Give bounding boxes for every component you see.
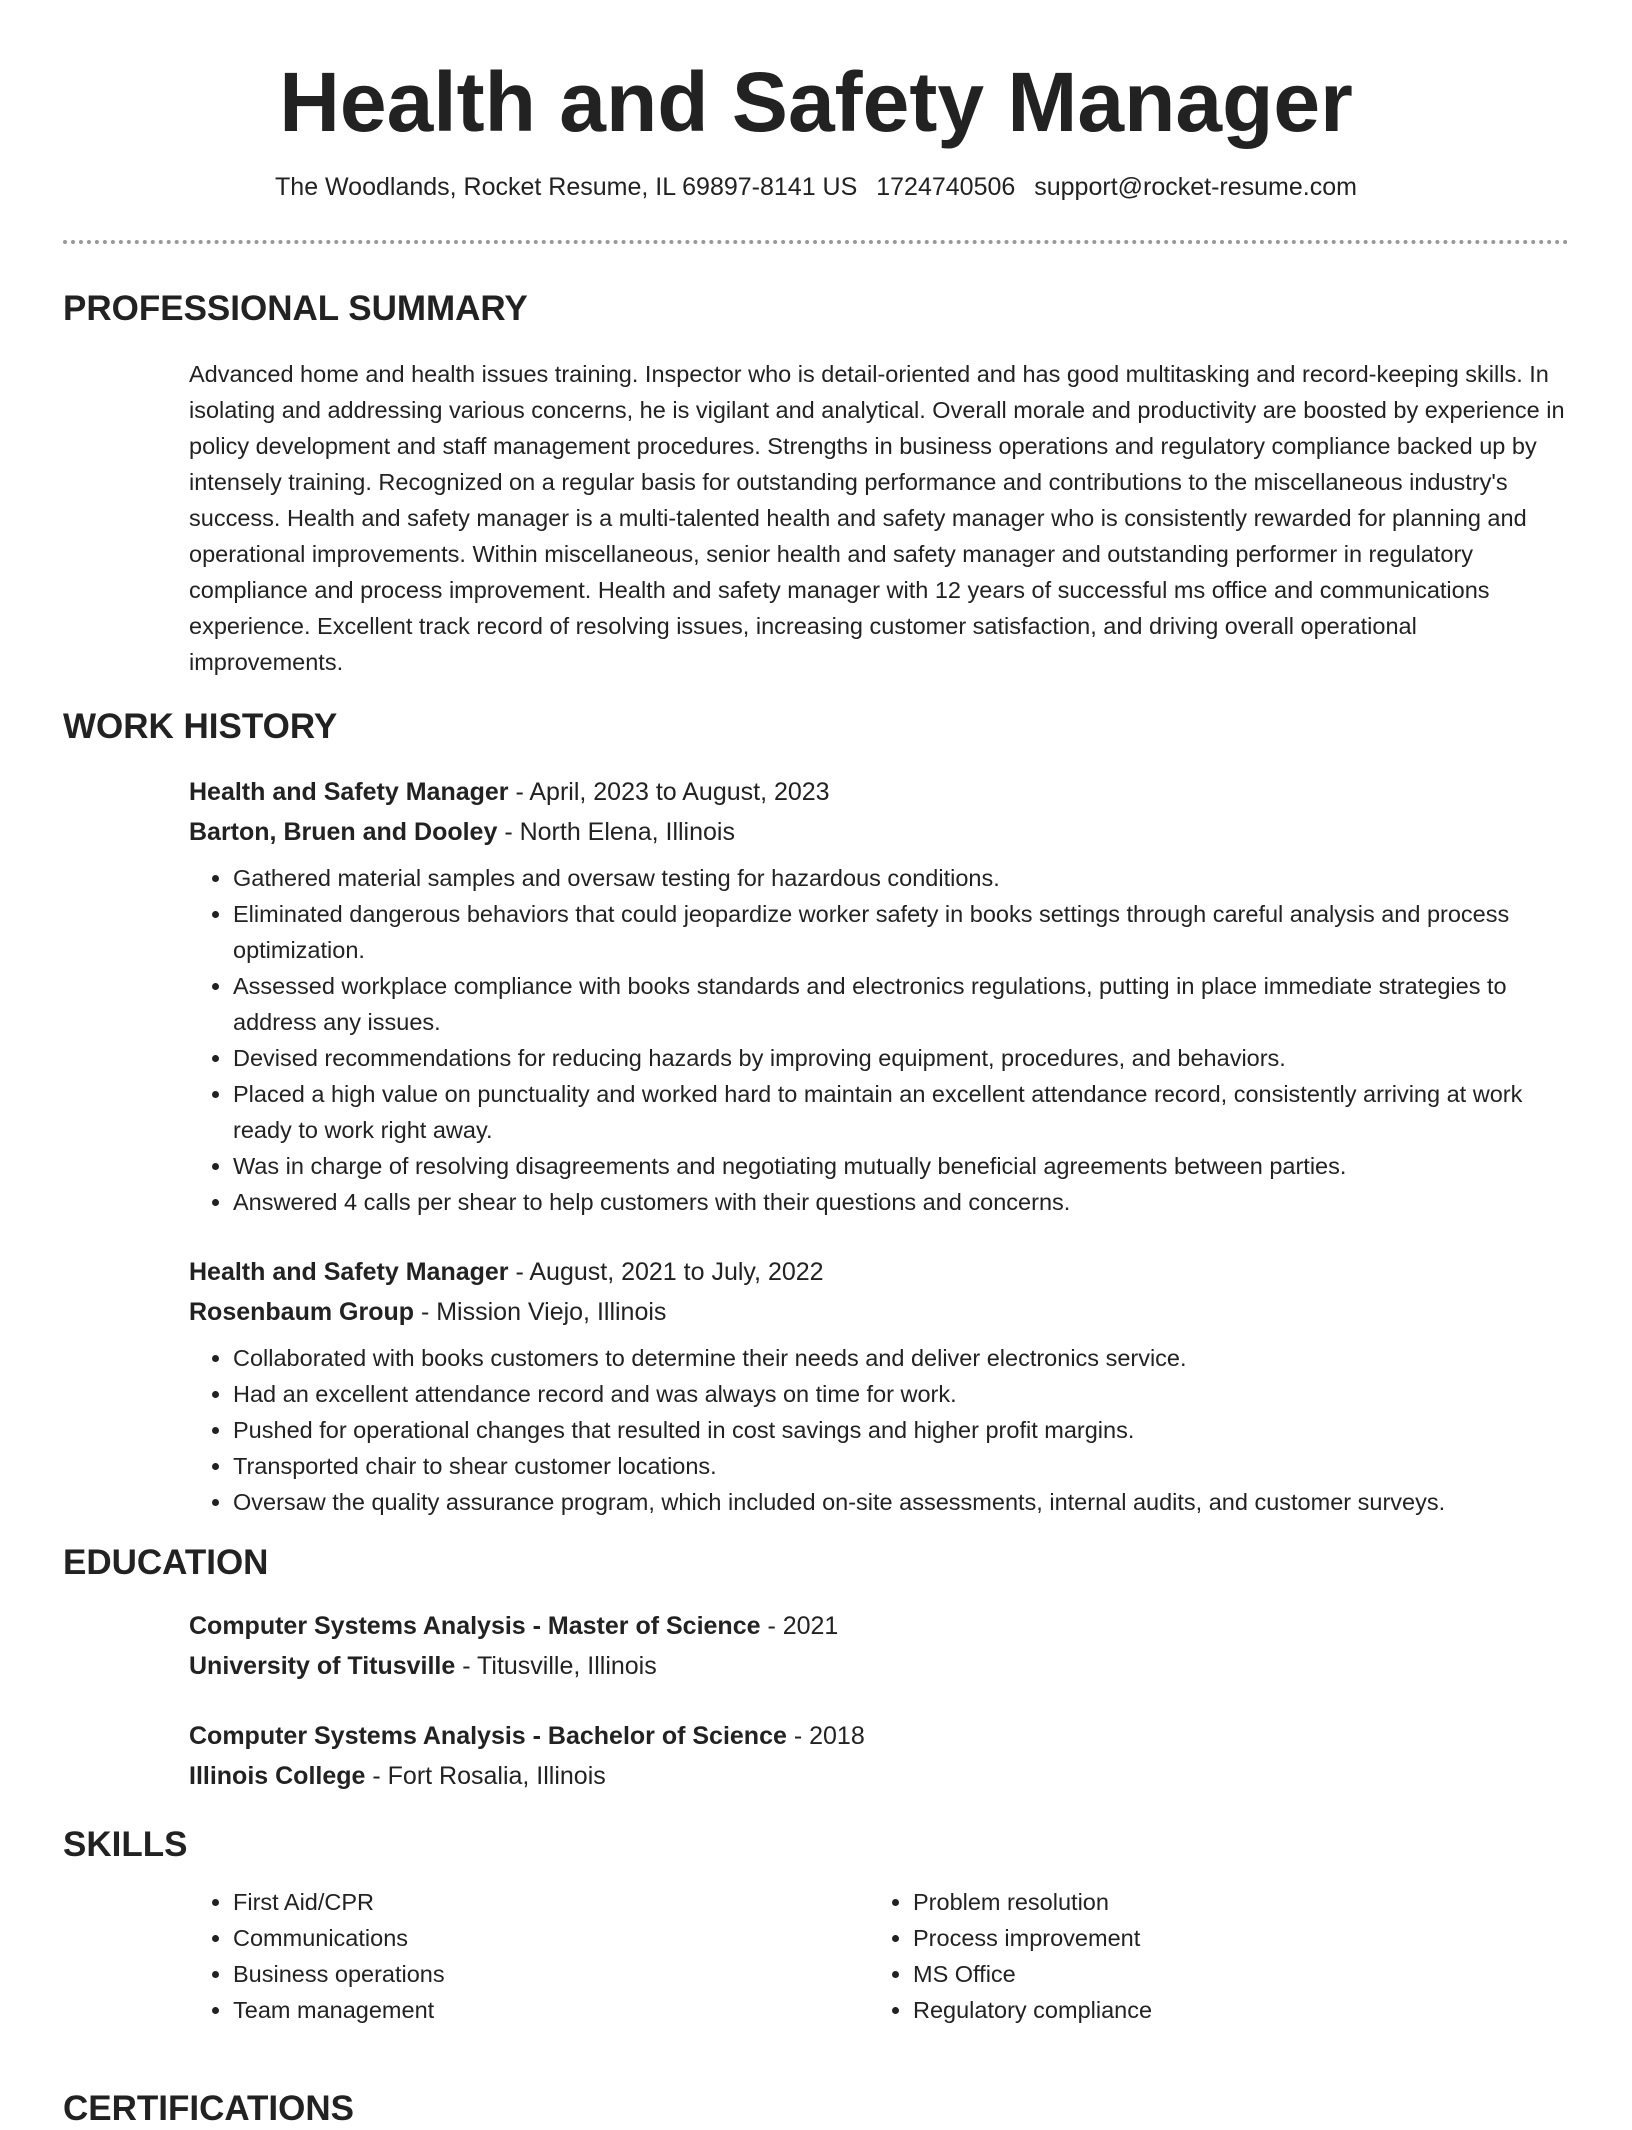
job-entry xyxy=(189,772,1569,1220)
job-company-line xyxy=(189,1292,1569,1332)
job-location: - Mission Viejo, Illinois xyxy=(414,1297,667,1326)
header-divider xyxy=(63,240,1569,244)
skills-heading: SKILLS xyxy=(63,1824,188,1864)
school-line xyxy=(189,1756,1569,1796)
list-item: • Collaborated with books customers to determine their needs and deliver electronics service. xyxy=(233,1340,1569,1376)
list-item: • Pushed for operational changes that resulted in cost savings and higher profit margins. xyxy=(233,1412,1569,1448)
list-item: • Had an excellent attendance record and was always on time for work. xyxy=(233,1376,1569,1412)
list-item: • Assessed workplace compliance with books standards and electronics regulations, putting in place immediate strategies to address any issues. xyxy=(233,968,1569,1040)
job-company: Rosenbaum Group xyxy=(189,1297,415,1326)
list-item: • Transported chair to shear customer locations. xyxy=(233,1448,1569,1484)
skill-item: • First Aid/CPR xyxy=(233,1884,869,1920)
degree-line xyxy=(189,1606,1569,1646)
contact-line xyxy=(0,173,1632,202)
skills-column-right xyxy=(869,1884,1549,2028)
job-role: Health and Safety Manager xyxy=(189,1257,509,1286)
job-entry xyxy=(189,1252,1569,1520)
job-title-line xyxy=(189,1252,1569,1292)
list-item: • Answered 4 calls per shear to help customers with their questions and concerns. xyxy=(233,1184,1569,1220)
school-name: Illinois College xyxy=(189,1761,366,1790)
job-dates: - April, 2023 to August, 2023 xyxy=(508,777,830,806)
school-location: - Titusville, Illinois xyxy=(455,1651,657,1680)
list-item: • Was in charge of resolving disagreements and negotiating mutually beneficial agreements between parties. xyxy=(233,1148,1569,1184)
list-item: • Placed a high value on punctuality and worked hard to maintain an excellent attendance record, consistently arriving at work ready to work right away. xyxy=(233,1076,1569,1148)
degree-name: Computer Systems Analysis - Bachelor of Science xyxy=(189,1721,787,1750)
degree-year: - 2021 xyxy=(760,1611,839,1640)
list-item: • Eliminated dangerous behaviors that could jeopardize worker safety in books settings through careful analysis and process optimization. xyxy=(233,896,1569,968)
skill-item: • Regulatory compliance xyxy=(913,1992,1549,2028)
skills-list xyxy=(189,1884,1632,2028)
skill-item: • Business operations xyxy=(233,1956,869,1992)
list-item: • Gathered material samples and oversaw testing for hazardous conditions. xyxy=(233,860,1569,896)
skill-item: • Problem resolution xyxy=(913,1884,1549,1920)
job-bullets xyxy=(189,1340,1569,1520)
job-company: Barton, Bruen and Dooley xyxy=(189,817,498,846)
summary-heading: PROFESSIONAL SUMMARY xyxy=(63,288,528,328)
certifications-heading: CERTIFICATIONS xyxy=(63,2089,355,2128)
education-entry xyxy=(189,1716,1569,1796)
job-role: Health and Safety Manager xyxy=(189,777,509,806)
education-entry xyxy=(189,1606,1569,1686)
contact-address: The Woodlands, Rocket Resume, IL 69897-8141 US xyxy=(275,172,858,201)
education-heading: EDUCATION xyxy=(63,1542,269,1582)
work-history-heading: WORK HISTORY xyxy=(63,706,338,746)
job-dates: - August, 2021 to July, 2022 xyxy=(508,1257,824,1286)
school-name: University of Titusville xyxy=(189,1651,456,1680)
job-bullets xyxy=(189,860,1569,1220)
skills-column-left xyxy=(189,1884,869,2028)
summary-text: Advanced home and health issues training. Inspector who is detail-oriented and has good multitasking and record-keeping skills. In isolating and addressing various concerns, he is vigilant and analytical. Overall morale and productivity are boosted by experience in policy development and staff management procedures. Strengths in business operations and regulatory compliance backed up by intensely training. Recognized on a regular basis for outstanding performance and contributions to the miscellaneous industry's success. Health and safety manager is a multi-talented health and safety manager who is consistently rewarded for planning and operational improvements. Within miscellaneous, senior health and safety manager and outstanding performer in regulatory compliance and process improvement. Health and safety manager with 12 years of successful ms office and communications experience. Excellent track record of resolving issues, increasing customer satisfaction, and driving overall operational improvements. xyxy=(189,360,1565,675)
job-title-line xyxy=(189,772,1569,812)
list-item: • Oversaw the quality assurance program, which included on-site assessments, internal audits, and customer surveys. xyxy=(233,1484,1569,1520)
skill-item: • Communications xyxy=(233,1920,869,1956)
resume-name: Health and Safety Manager xyxy=(279,55,1353,149)
skill-item: • Team management xyxy=(233,1992,869,2028)
job-company-line xyxy=(189,812,1569,852)
degree-name: Computer Systems Analysis - Master of Science xyxy=(189,1611,761,1640)
skill-item: • MS Office xyxy=(913,1956,1549,1992)
list-item: • Devised recommendations for reducing hazards by improving equipment, procedures, and behaviors. xyxy=(233,1040,1569,1076)
skill-item: • Process improvement xyxy=(913,1920,1549,1956)
contact-phone: 1724740506 xyxy=(876,172,1016,201)
school-location: - Fort Rosalia, Illinois xyxy=(365,1761,606,1790)
school-line xyxy=(189,1646,1569,1686)
degree-year: - 2018 xyxy=(786,1721,865,1750)
job-location: - North Elena, Illinois xyxy=(497,817,735,846)
contact-email: support@rocket-resume.com xyxy=(1034,172,1357,201)
degree-line xyxy=(189,1716,1569,1756)
